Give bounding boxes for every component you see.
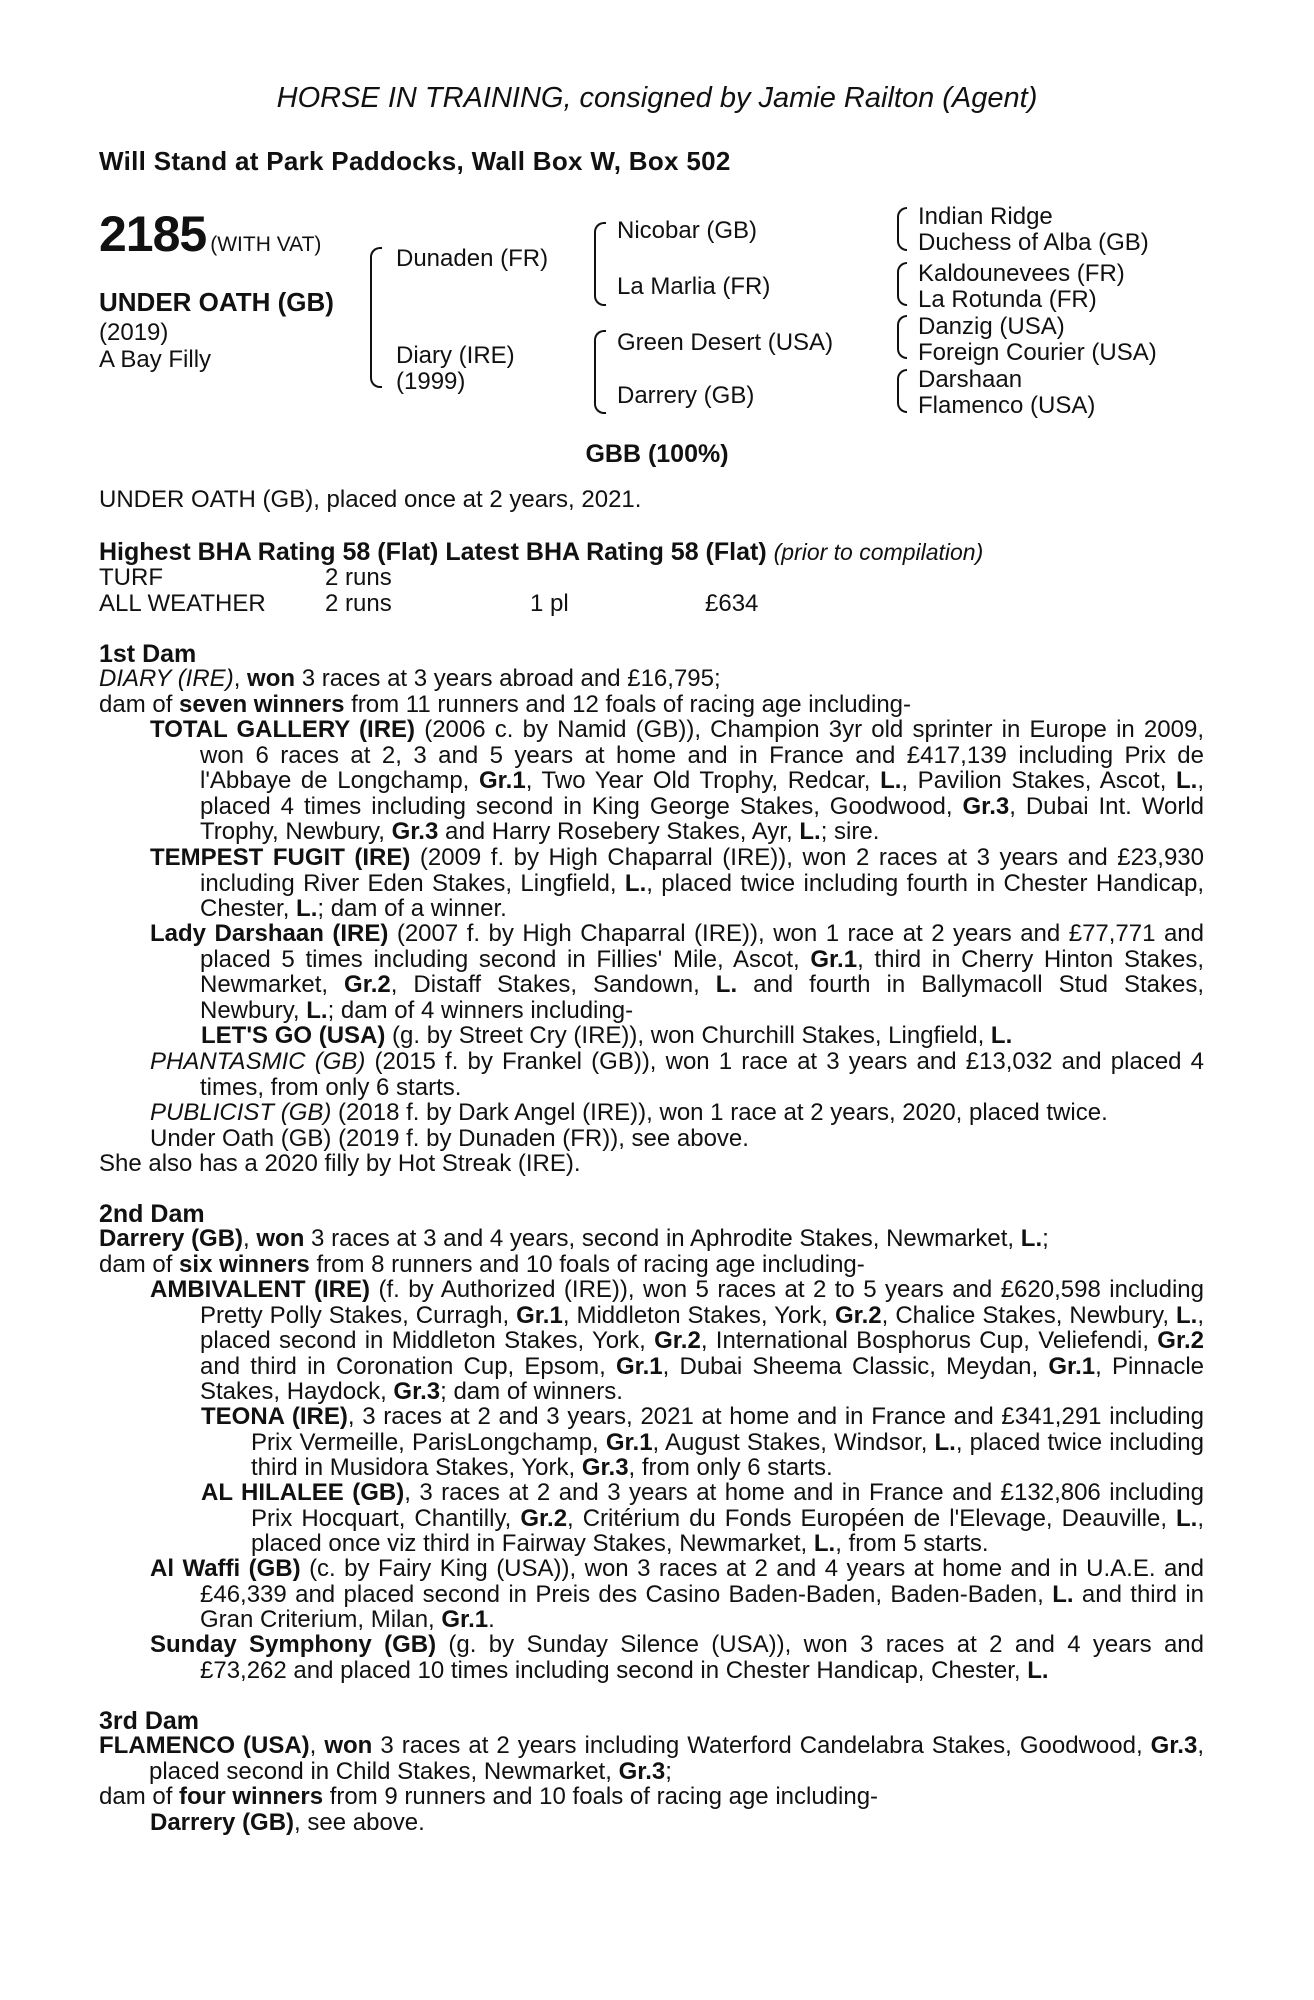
- horse-details: [99, 319, 211, 373]
- progeny-ambivalent: AMBIVALENT (IRE) (f. by Authorized (IRE)), won 5 races at 2 to 5 years and £620,598 including Pretty Polly Stakes, Curragh, Gr.1, Middleton Stakes, York, Gr.2, Chalice Stakes, Newbury, L., placed second in Middleton Stakes, York, Gr.2, International Bosphorus Cup, Veliefendi, Gr.2 and third in Coronation Cup, Epsom, Gr.1, Dubai Sheema Classic, Meydan, Gr.1, Pinnacle Stakes, Haydock, Gr.3; dam of winners.: [150, 1276, 1205, 1405]
- race-summary: UNDER OATH (GB), placed once at 2 years, 2021.: [99, 486, 642, 513]
- sire-brace: [594, 222, 606, 306]
- gen3-8: Flamenco (USA): [918, 392, 1096, 419]
- second-dam-record: Darrery (GB), won 3 races at 3 and 4 years, second in Aphrodite Stakes, Newmarket, L.; dam of six winners from 8 runners and 10 foals of racing age including-: [99, 1225, 1049, 1278]
- gen3-2: Duchess of Alba (GB): [918, 229, 1149, 256]
- pedigree-brace-main: [370, 247, 382, 388]
- progeny-teona: TEONA (IRE), 3 races at 2 and 3 years, 2021 at home and in France and £341,291 including Prix Vermeille, ParisLongchamp, Gr.1, August Stakes, Windsor, L., placed twice including third in Musidora Stakes, York, Gr.3, from only 6 starts.: [201, 1403, 1204, 1481]
- highest-rating: Highest BHA Rating 58 (Flat): [99, 538, 439, 566]
- gen3-4: La Rotunda (FR): [918, 286, 1097, 313]
- bha-rating: [99, 538, 983, 567]
- catalogue-header: HORSE IN TRAINING, consigned by Jamie Railton (Agent): [276, 82, 1038, 114]
- lot-number-block: [99, 205, 321, 263]
- dam-brace: [594, 330, 606, 414]
- first-dam-record: DIARY (IRE), won 3 races at 3 years abroad and £16,795; dam of seven winners from 11 runners and 12 foals of racing age including-: [99, 665, 912, 718]
- sire: Dunaden (FR): [396, 245, 549, 272]
- runs-aw-prize: £634: [705, 590, 759, 617]
- progeny-al-waffi: Al Waffi (GB) (c. by Fairy King (USA)), won 3 races at 2 and 4 years at home and in U.A.E. and £46,339 and placed second in Preis des Casino Baden-Baden, Baden-Baden, L. and third in Gran Criterium, Milan, Gr.1.: [150, 1555, 1205, 1633]
- progeny-lets-go: LET'S GO (USA) (g. by Street Cry (IRE)), won Churchill Stakes, Lingfield, L.: [201, 1022, 1013, 1049]
- vat-label: (WITH VAT): [210, 233, 322, 256]
- gen3-3: Kaldounevees (FR): [918, 260, 1125, 287]
- runs-aw-label: ALL WEATHER: [99, 590, 266, 617]
- runs-aw-count: 2 runs: [325, 590, 392, 617]
- progeny-phantasmic: PHANTASMIC (GB) (2015 f. by Frankel (GB)), won 1 race at 3 years and £13,032 and placed 4 times, from only 6 starts.: [150, 1048, 1204, 1101]
- progeny-darrery: Darrery (GB), see above.: [150, 1809, 425, 1836]
- gen3-7: Darshaan: [918, 366, 1023, 393]
- sire-sire: Nicobar (GB): [617, 217, 758, 244]
- dam-dam: Darrery (GB): [617, 382, 755, 409]
- progeny-lady-darshaan: Lady Darshaan (IRE) (2007 f. by High Chaparral (IRE)), won 1 race at 2 years and £77,771 and placed 5 times including second in Fillies' Mile, Ascot, Gr.1, third in Cherry Hinton Stakes, Newmarket, Gr.2, Distaff Stakes, Sandown, L. and fourth in Ballymacoll Stud Stakes, Newbury, L.; dam of 4 winners including-: [150, 920, 1204, 1024]
- gen3-1: Indian Ridge: [918, 203, 1053, 230]
- sire-dam: La Marlia (FR): [617, 273, 771, 300]
- dam-sire: Green Desert (USA): [617, 329, 834, 356]
- horse-description: A Bay Filly: [99, 346, 212, 373]
- dam-year: (1999): [396, 368, 466, 395]
- third-dam-heading: 3rd Dam: [99, 1707, 200, 1735]
- first-dam-heading: 1st Dam: [99, 640, 197, 668]
- rating-note: (prior to compilation): [773, 539, 984, 565]
- runs-turf-count: 2 runs: [325, 564, 392, 591]
- latest-rating: Latest BHA Rating 58 (Flat): [445, 538, 767, 566]
- gen3-brace-1: [897, 207, 907, 251]
- progeny-publicist: PUBLICIST (GB) (2018 f. by Dark Angel (IRE)), won 1 race at 2 years, 2020, placed twice.: [150, 1099, 1108, 1126]
- progeny-under-oath: Under Oath (GB) (2019 f. by Dunaden (FR)), see above.: [150, 1125, 749, 1152]
- gbb-rating: GBB (100%): [585, 440, 729, 468]
- gen3-6: Foreign Courier (USA): [918, 339, 1157, 366]
- gen3-brace-4: [897, 369, 907, 413]
- gen3-5: Danzig (USA): [918, 313, 1065, 340]
- gen3-brace-2: [897, 262, 907, 306]
- dam: Diary (IRE): [396, 342, 515, 369]
- horse-name: UNDER OATH (GB): [99, 287, 334, 317]
- progeny-total-gallery: TOTAL GALLERY (IRE) (2006 c. by Namid (GB)), Champion 3yr old sprinter in Europe in 2009, won 6 races at 2, 3 and 5 years at home and in France and £417,139 including Prix de l'Abbaye de Longchamp, Gr.1, Two Year Old Trophy, Redcar, L., Pavilion Stakes, Ascot, L., placed 4 times including second in King George Stakes, Goodwood, Gr.3, Dubai Int. World Trophy, Newbury, Gr.3 and Harry Rosebery Stakes, Ayr, L.; sire.: [150, 716, 1205, 845]
- foaling-year: (2019): [99, 319, 169, 346]
- progeny-al-hilalee: AL HILALEE (GB), 3 races at 2 and 3 years at home and in France and £132,806 including Prix Hocquart, Chantilly, Gr.2, Critérium du Fonds Européen de l'Elevage, Deauville, L., placed once viz third in Fairway Stakes, Newmarket, L., from 5 starts.: [201, 1479, 1205, 1557]
- runs-aw-placed: 1 pl: [530, 590, 569, 617]
- progeny-tempest-fugit: TEMPEST FUGIT (IRE) (2009 f. by High Chaparral (IRE)), won 2 races at 3 years and £23,930 including River Eden Stakes, Lingfield, L., placed twice including fourth in Chester Handicap, Chester, L.; dam of a winner.: [150, 844, 1204, 922]
- gen3-brace-3: [897, 315, 907, 359]
- progeny-sunday-symphony: Sunday Symphony (GB) (g. by Sunday Silence (USA)), won 3 races at 2 and 4 years and £73,262 and placed 10 times including second in Chester Handicap, Chester, L.: [150, 1631, 1205, 1684]
- lot-number: 2185: [99, 206, 207, 262]
- third-dam-produce: dam of four winners from 9 runners and 10 foals of racing age including-: [99, 1783, 879, 1810]
- runs-turf-label: TURF: [99, 564, 163, 591]
- first-dam-also: She also has a 2020 filly by Hot Streak (IRE).: [99, 1150, 581, 1177]
- third-dam-record: FLAMENCO (USA), won 3 races at 2 years including Waterford Candelabra Stakes, Goodwood, Gr.3, placed second in Child Stakes, Newmarket, Gr.3;: [99, 1732, 1204, 1785]
- stand-location: Will Stand at Park Paddocks, Wall Box W, Box 502: [99, 146, 731, 176]
- second-dam-heading: 2nd Dam: [99, 1200, 205, 1228]
